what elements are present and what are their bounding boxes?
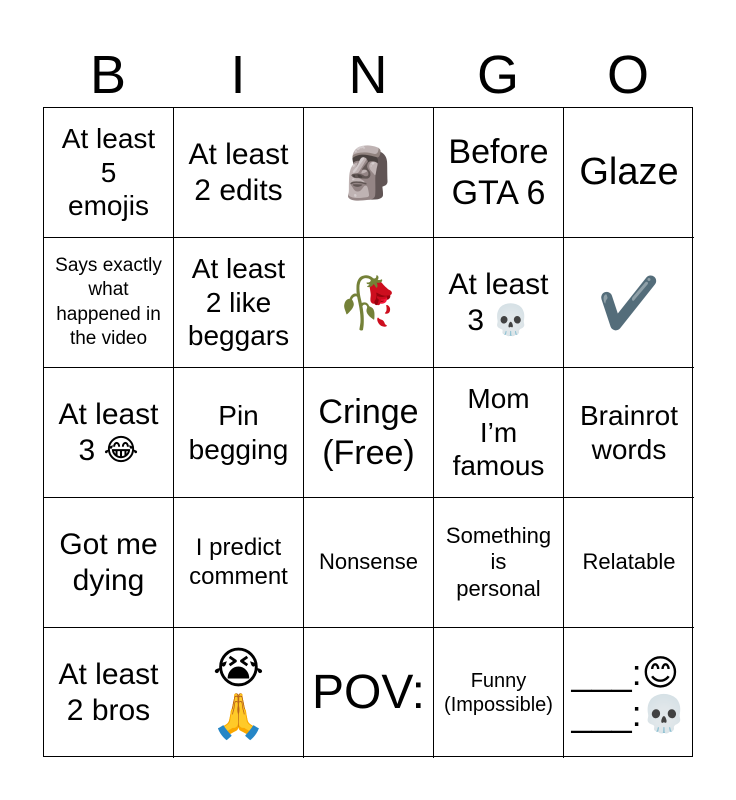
bingo-cell-2-4[interactable]	[434, 238, 564, 368]
loudly-crying-face-icon: 😭	[212, 643, 265, 693]
bingo-cell-4-5[interactable]	[564, 498, 694, 628]
blank-line: ___:	[571, 651, 642, 693]
cell-text: At least 5 emojis	[61, 123, 156, 222]
blank-line: ___:	[571, 693, 642, 734]
smiling-face-icon: 😊	[641, 651, 680, 693]
header-letter-i: I	[230, 45, 246, 105]
bingo-cell-3-4[interactable]	[434, 368, 564, 498]
bingo-cell-4-2[interactable]	[174, 498, 304, 628]
bingo-header	[43, 42, 693, 108]
cell-text: I predict comment	[189, 533, 288, 590]
bingo-cell-3-2[interactable]	[174, 368, 304, 498]
bingo-cell-2-3[interactable]	[304, 238, 434, 368]
bingo-cell-3-3[interactable]	[304, 368, 434, 498]
bingo-cell-5-5[interactable]	[564, 628, 694, 758]
bingo-cell-2-2[interactable]	[174, 238, 304, 368]
cell-text: Something is personal	[445, 522, 552, 601]
bingo-cell-3-1[interactable]	[44, 368, 174, 498]
bingo-cell-5-1[interactable]	[44, 628, 174, 758]
header-letter-b: B	[89, 45, 127, 105]
bingo-cell-2-1[interactable]	[44, 238, 174, 368]
header-letter-n: N	[348, 45, 388, 105]
bingo-cell-4-3[interactable]	[304, 498, 434, 628]
cell-text: Nonsense	[318, 549, 419, 575]
fill-in-blanks	[572, 652, 687, 735]
cell-text: Says exactly what happened in the video	[55, 255, 162, 349]
cell-text: At least 2 like beggars	[187, 253, 290, 352]
bingo-cell-2-5[interactable]	[564, 238, 694, 368]
cell-text: At least 3 😂	[58, 397, 159, 467]
bingo-cell-1-4[interactable]	[434, 108, 564, 238]
cell-text: Mom I’m famous	[452, 383, 545, 482]
bingo-cell-5-2[interactable]	[174, 628, 304, 758]
cell-text: Funny (Impossible)	[444, 670, 553, 716]
cell-text: Brainrot words	[579, 399, 679, 465]
cell-text: Before GTA 6	[448, 132, 549, 212]
bingo-cell-1-3[interactable]	[304, 108, 434, 238]
cell-text: POV:	[312, 666, 425, 720]
bingo-cell-5-3[interactable]	[304, 628, 434, 758]
blank-row	[572, 693, 687, 734]
check-mark-icon: ✔️	[597, 274, 661, 331]
header-letter-g: G	[476, 45, 519, 105]
emoji-stack	[211, 645, 266, 742]
folded-hands-icon: 🙏	[211, 692, 266, 741]
bingo-cell-3-5[interactable]	[564, 368, 694, 498]
bingo-cell-5-4[interactable]	[434, 628, 564, 758]
blank-row	[572, 652, 680, 693]
cell-text: Pin begging	[188, 399, 289, 465]
bingo-cell-1-2[interactable]	[174, 108, 304, 238]
bingo-cell-1-1[interactable]	[44, 108, 174, 238]
moai-icon: 🗿	[337, 144, 400, 201]
cell-text: Got me dying	[59, 527, 158, 597]
bingo-cell-1-5[interactable]	[564, 108, 694, 238]
bingo-board	[43, 107, 693, 757]
cell-text: Cringe (Free)	[318, 392, 419, 472]
skull-icon: 💀	[641, 693, 687, 734]
bingo-cell-4-4[interactable]	[434, 498, 564, 628]
cell-text: Glaze	[579, 150, 679, 193]
cell-text: At least 2 edits	[188, 137, 289, 207]
wilted-rose-icon: 🥀	[337, 274, 400, 331]
cell-text: Relatable	[582, 549, 676, 575]
bingo-cell-4-1[interactable]	[44, 498, 174, 628]
header-letter-o: O	[606, 45, 649, 105]
cell-text: At least 2 bros	[58, 658, 159, 727]
cell-text: At least 3 💀	[448, 267, 549, 337]
